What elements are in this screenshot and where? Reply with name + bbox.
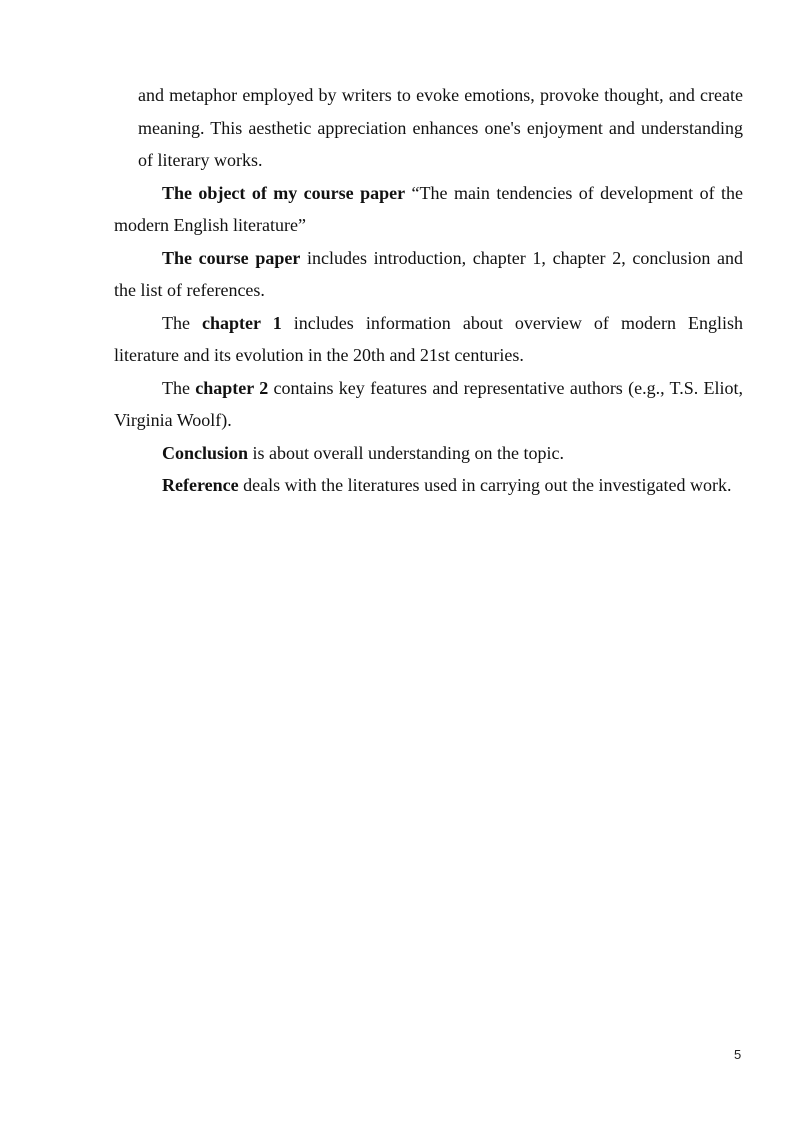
paragraph-text: includes information about overview of modern English literature and its evolution in the 20th and 21st centuries. [114, 312, 743, 365]
paragraph-continued [114, 79, 743, 177]
paragraph-text: and metaphor employed by writers to evoke emotions, provoke thought, and create meaning. This aesthetic appreciation enhances one's enjoyment and understanding of literary works. [138, 85, 743, 170]
paragraph-reference [114, 469, 743, 502]
document-page-body [114, 79, 743, 502]
paragraph-lead: chapter 2 [195, 377, 269, 398]
paragraph-object [114, 177, 743, 242]
paragraph-conclusion [114, 437, 743, 470]
paragraph-lead: Conclusion [162, 442, 249, 463]
paragraph-text: “The main tendencies of development of the modern English literature” [114, 182, 743, 235]
paragraph-prefix: The [162, 312, 203, 333]
paragraph-lead: The object of my course paper [162, 182, 406, 203]
paragraph-lead: Reference [162, 475, 239, 495]
paragraph-text: contains key features and representative authors (e.g., T.S. Eliot, Virginia Woolf). [114, 377, 744, 430]
paragraph-chapter-1 [114, 307, 743, 372]
paragraph-course-paper [114, 242, 743, 307]
paragraph-text: includes introduction, chapter 1, chapter 2, conclusion and the list of references. [114, 247, 744, 300]
paragraph-lead: The course paper [162, 247, 301, 268]
paragraph-text: deals with the literatures used in carrying out the investigated work. [238, 475, 732, 495]
paragraph-prefix: The [162, 377, 196, 398]
paragraph-text: is about overall understanding on the topic. [248, 442, 564, 463]
paragraph-lead: chapter 1 [202, 312, 282, 333]
page-number: 5 [734, 1047, 742, 1062]
paragraph-chapter-2 [114, 372, 743, 437]
